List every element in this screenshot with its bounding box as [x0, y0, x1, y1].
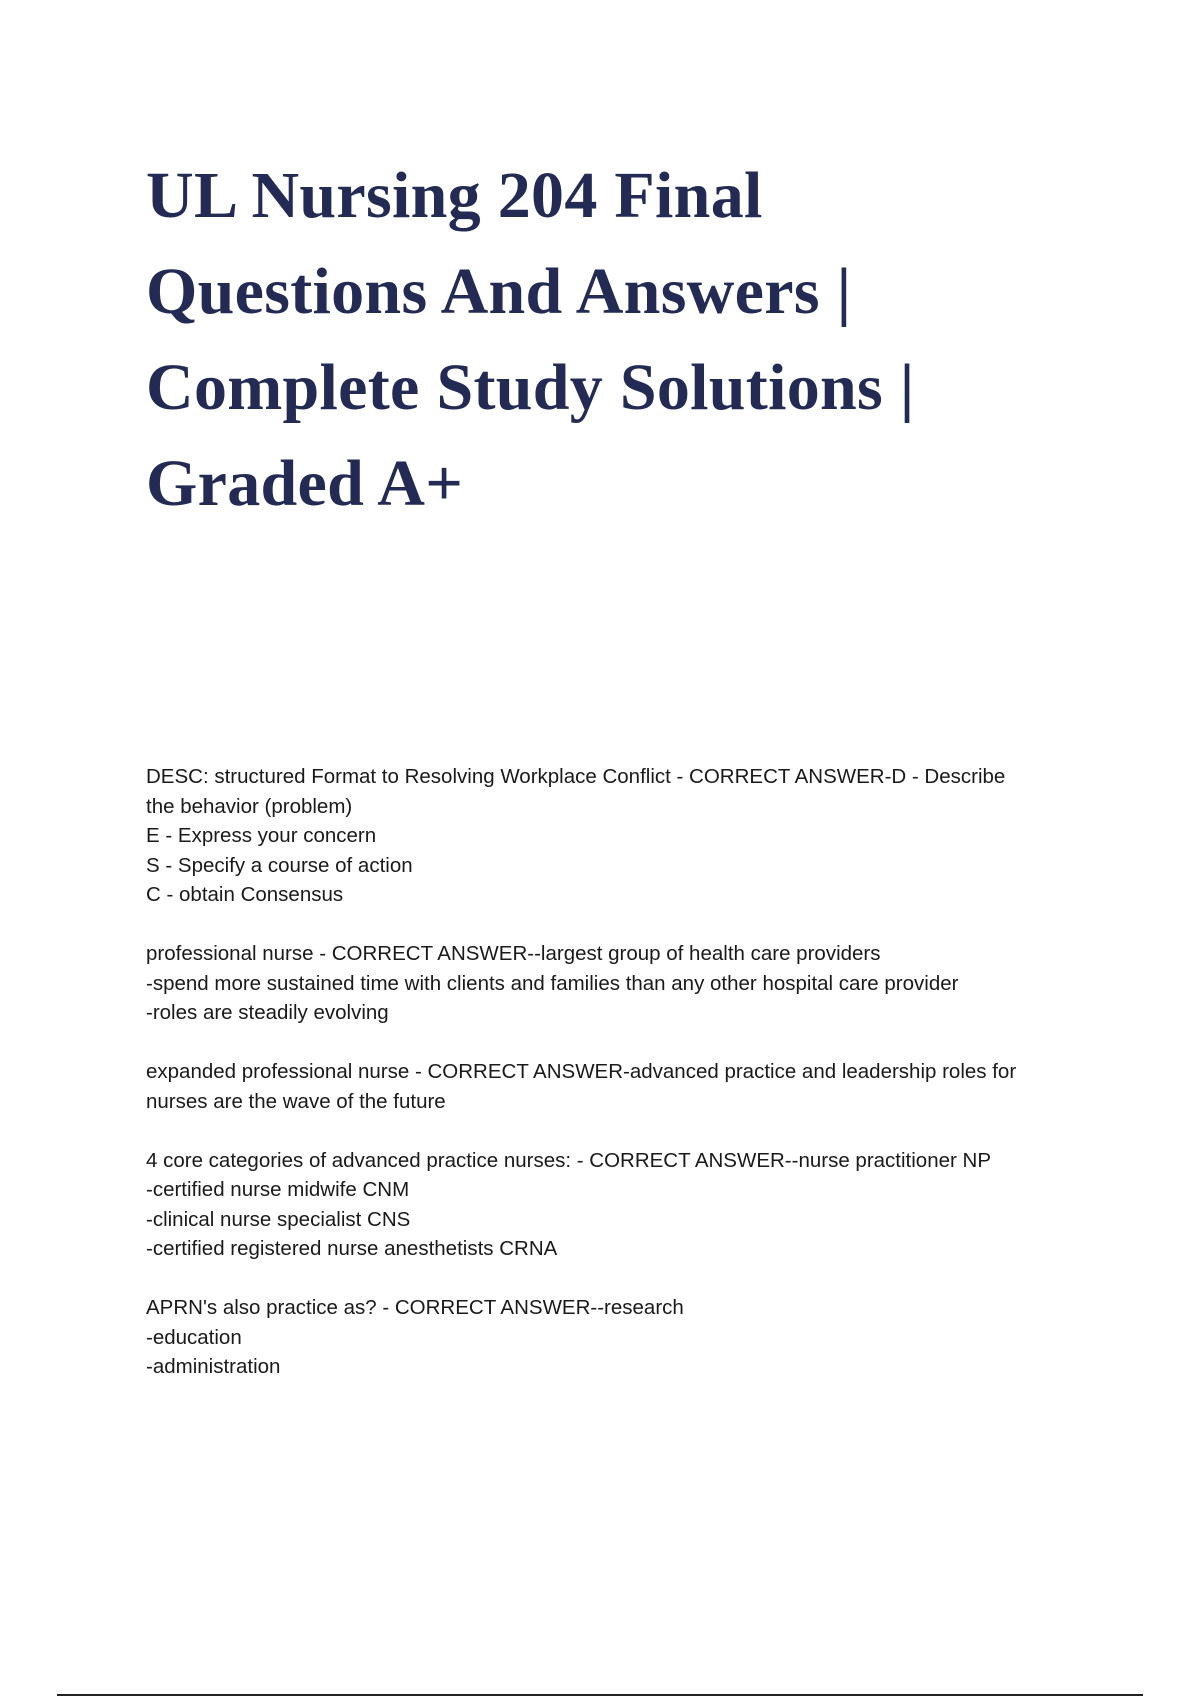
qa-line: nurses are the wave of the future [146, 1089, 446, 1113]
qa-line: expanded professional nurse - CORRECT ANSWER-advanced practice and leadership roles for [146, 1060, 1017, 1083]
qa-line: -education [146, 1325, 242, 1349]
qa-line: -roles are steadily evolving [146, 1001, 389, 1024]
qa-line: -spend more sustained time with clients and families than any other hospital care provider [146, 971, 959, 995]
qa-line: 4 core categories of advanced practice nurses: - CORRECT ANSWER--nurse practitioner NP [146, 1148, 992, 1172]
qa-line: C - obtain Consensus [146, 883, 344, 906]
qa-line: the behavior (problem) [146, 794, 353, 818]
qa-line: APRN's also practice as? - CORRECT ANSWER--research [146, 1296, 684, 1319]
qa-line: professional nurse - CORRECT ANSWER--largest group of health care providers [146, 942, 881, 965]
footer-divider [57, 1694, 1143, 1696]
title-line: UL Nursing 204 Final [146, 159, 763, 232]
title-line: Graded A+ [146, 447, 464, 520]
title-line: Complete Study Solutions | [146, 351, 915, 424]
qa-item-expanded-professional-nurse [146, 1057, 1096, 1116]
qa-line: -clinical nurse specialist CNS [146, 1207, 411, 1231]
document-title [146, 148, 1046, 532]
qa-line: E - Express your concern [146, 824, 377, 847]
qa-line: S - Specify a course of action [146, 853, 413, 877]
qa-line: -certified nurse midwife CNM [146, 1178, 410, 1201]
qa-item-aprn-roles [146, 1293, 1096, 1382]
qa-line: DESC: structured Format to Resolving Workplace Conflict - CORRECT ANSWER-D - Describe [146, 765, 1006, 788]
qa-item-professional-nurse [146, 939, 1096, 1028]
qa-item-advanced-practice-categories [146, 1146, 1096, 1264]
qa-line: -administration [146, 1355, 281, 1378]
title-line: Questions And Answers | [146, 255, 852, 328]
qa-item-desc [146, 762, 1096, 910]
qa-list [146, 762, 1096, 1411]
qa-line: -certified registered nurse anesthetists CRNA [146, 1237, 558, 1260]
